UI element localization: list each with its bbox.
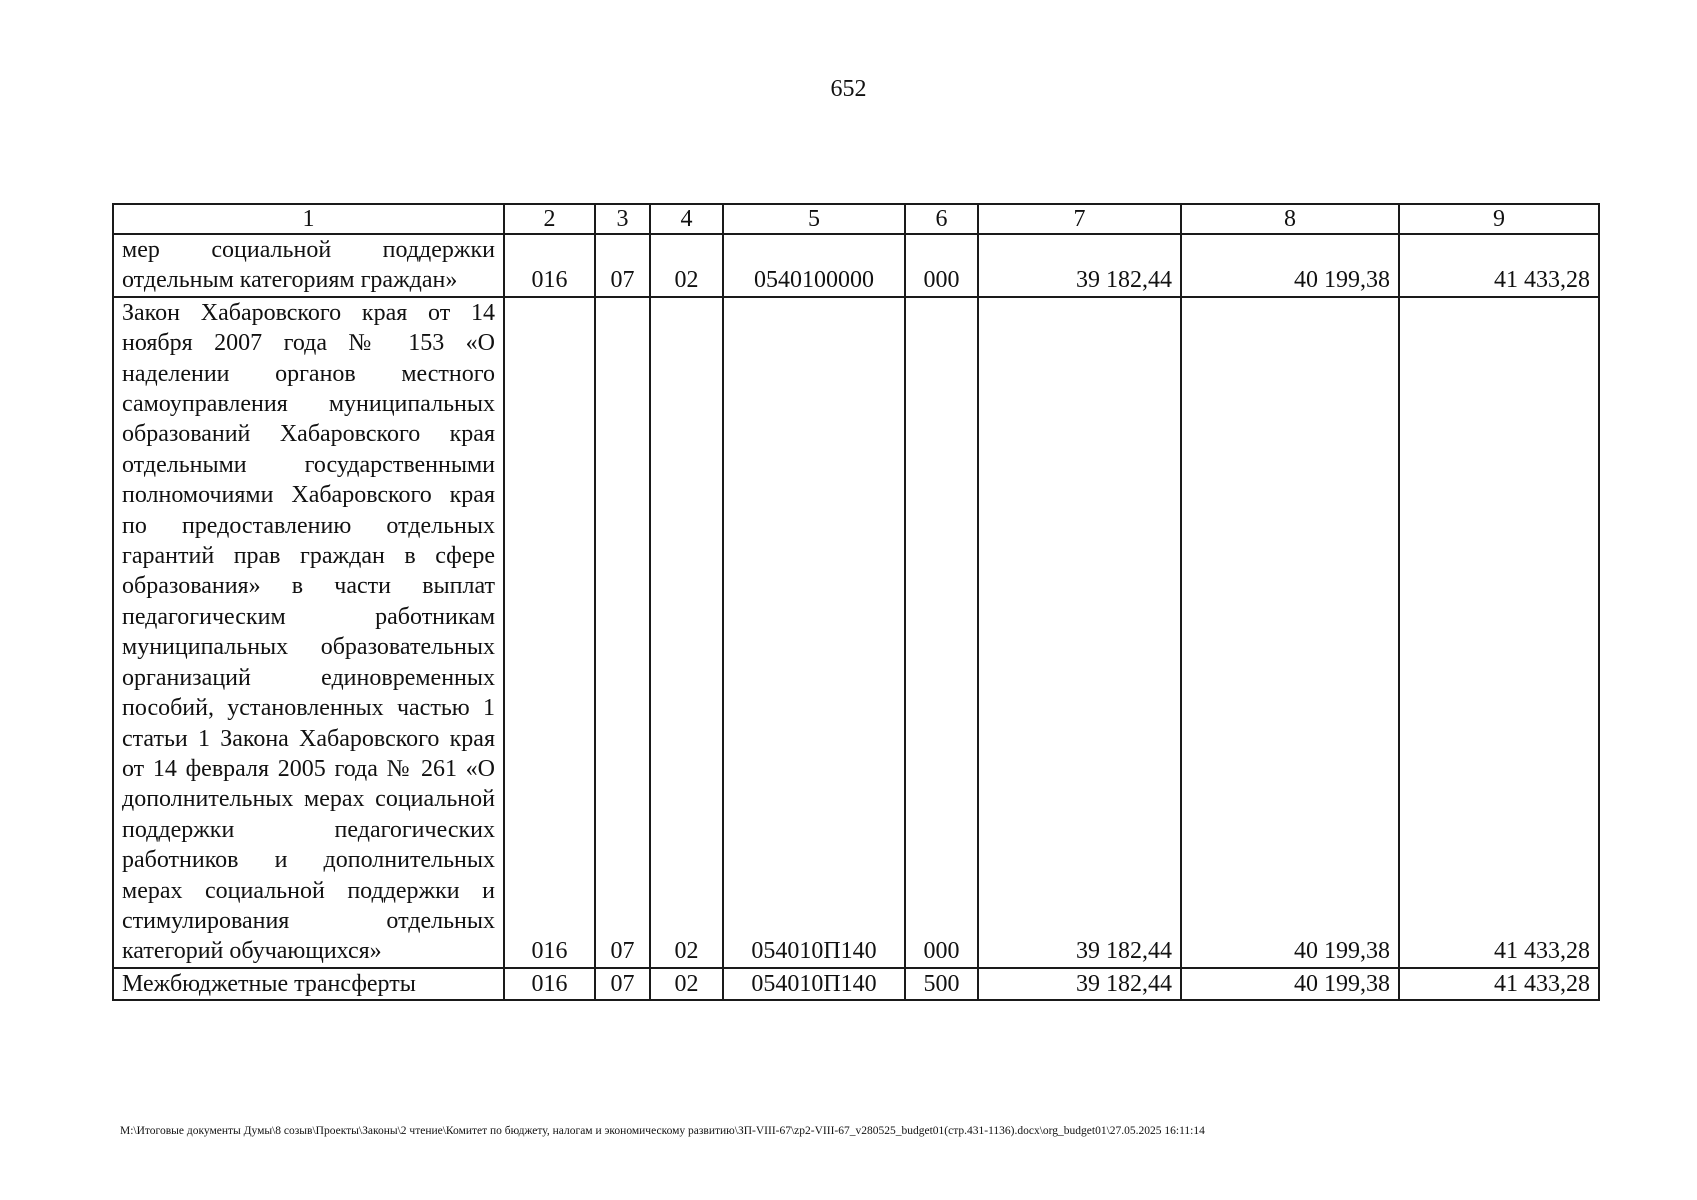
row-code-col2: 016 bbox=[504, 297, 595, 968]
column-header-7: 7 bbox=[978, 204, 1181, 234]
page-number: 652 bbox=[830, 76, 867, 102]
column-header-9: 9 bbox=[1399, 204, 1599, 234]
column-header-3: 3 bbox=[595, 204, 650, 234]
row-amount-col9: 41 433,28 bbox=[1399, 968, 1599, 1000]
column-header-5: 5 bbox=[723, 204, 905, 234]
table-row bbox=[113, 234, 1599, 297]
row-code-col2: 016 bbox=[504, 234, 595, 297]
row-description: Закон Хабаровского края от 14 ноября 2007 года № 153 «О наделении органов местного самоуправления муниципальных образований Хабаровского края отдельными государственными полномочиями Хабаровского края по предоставлению отдельных гарантий прав граждан в сфере образования» в части выплат педагогическим работникам муниципальных образовательных организаций единовременных пособий, установленных частью 1 статьи 1 Закона Хабаровского края от 14 февраля 2005 года № 261 «О дополнительных мерах социальной поддержки педагогических работников и дополнительных мерах социальной поддержки и стимулирования отдельных категорий обучающихся» bbox=[113, 297, 504, 968]
row-code-col6: 000 bbox=[905, 297, 978, 968]
row-description: Межбюджетные трансферты bbox=[113, 968, 504, 1000]
row-code-col6: 500 bbox=[905, 968, 978, 1000]
column-header-4: 4 bbox=[650, 204, 723, 234]
file-path-footer: M:\Итоговые документы Думы\8 созыв\Проекты\Законы\2 чтение\Комитет по бюджету, налогам и экономическому развитию\ЗП-VIII-67\zp2-VIII-67_v280525_budget01(стр.431-1136).docx\org_budget01\27.05.2025 16:11:14 bbox=[120, 1125, 1205, 1137]
column-header-6: 6 bbox=[905, 204, 978, 234]
table-row bbox=[113, 968, 1599, 1000]
column-header-8: 8 bbox=[1181, 204, 1399, 234]
row-code-col5: 054010П140 bbox=[723, 968, 905, 1000]
row-code-col3: 07 bbox=[595, 968, 650, 1000]
header-row bbox=[113, 204, 1599, 234]
row-code-col6: 000 bbox=[905, 234, 978, 297]
row-description: мер социальной поддержки отдельным категориям граждан» bbox=[113, 234, 504, 297]
row-amount-col7: 39 182,44 bbox=[978, 297, 1181, 968]
row-code-col5: 0540100000 bbox=[723, 234, 905, 297]
column-header-2: 2 bbox=[504, 204, 595, 234]
table-row bbox=[113, 297, 1599, 968]
row-code-col4: 02 bbox=[650, 968, 723, 1000]
row-code-col4: 02 bbox=[650, 234, 723, 297]
budget-table bbox=[112, 203, 1600, 1001]
row-amount-col8: 40 199,38 bbox=[1181, 968, 1399, 1000]
row-code-col3: 07 bbox=[595, 297, 650, 968]
row-code-col4: 02 bbox=[650, 297, 723, 968]
row-amount-col8: 40 199,38 bbox=[1181, 297, 1399, 968]
row-amount-col9: 41 433,28 bbox=[1399, 297, 1599, 968]
row-code-col3: 07 bbox=[595, 234, 650, 297]
row-code-col5: 054010П140 bbox=[723, 297, 905, 968]
row-amount-col9: 41 433,28 bbox=[1399, 234, 1599, 297]
row-code-col2: 016 bbox=[504, 968, 595, 1000]
row-amount-col7: 39 182,44 bbox=[978, 968, 1181, 1000]
row-amount-col7: 39 182,44 bbox=[978, 234, 1181, 297]
column-header-1: 1 bbox=[113, 204, 504, 234]
row-amount-col8: 40 199,38 bbox=[1181, 234, 1399, 297]
